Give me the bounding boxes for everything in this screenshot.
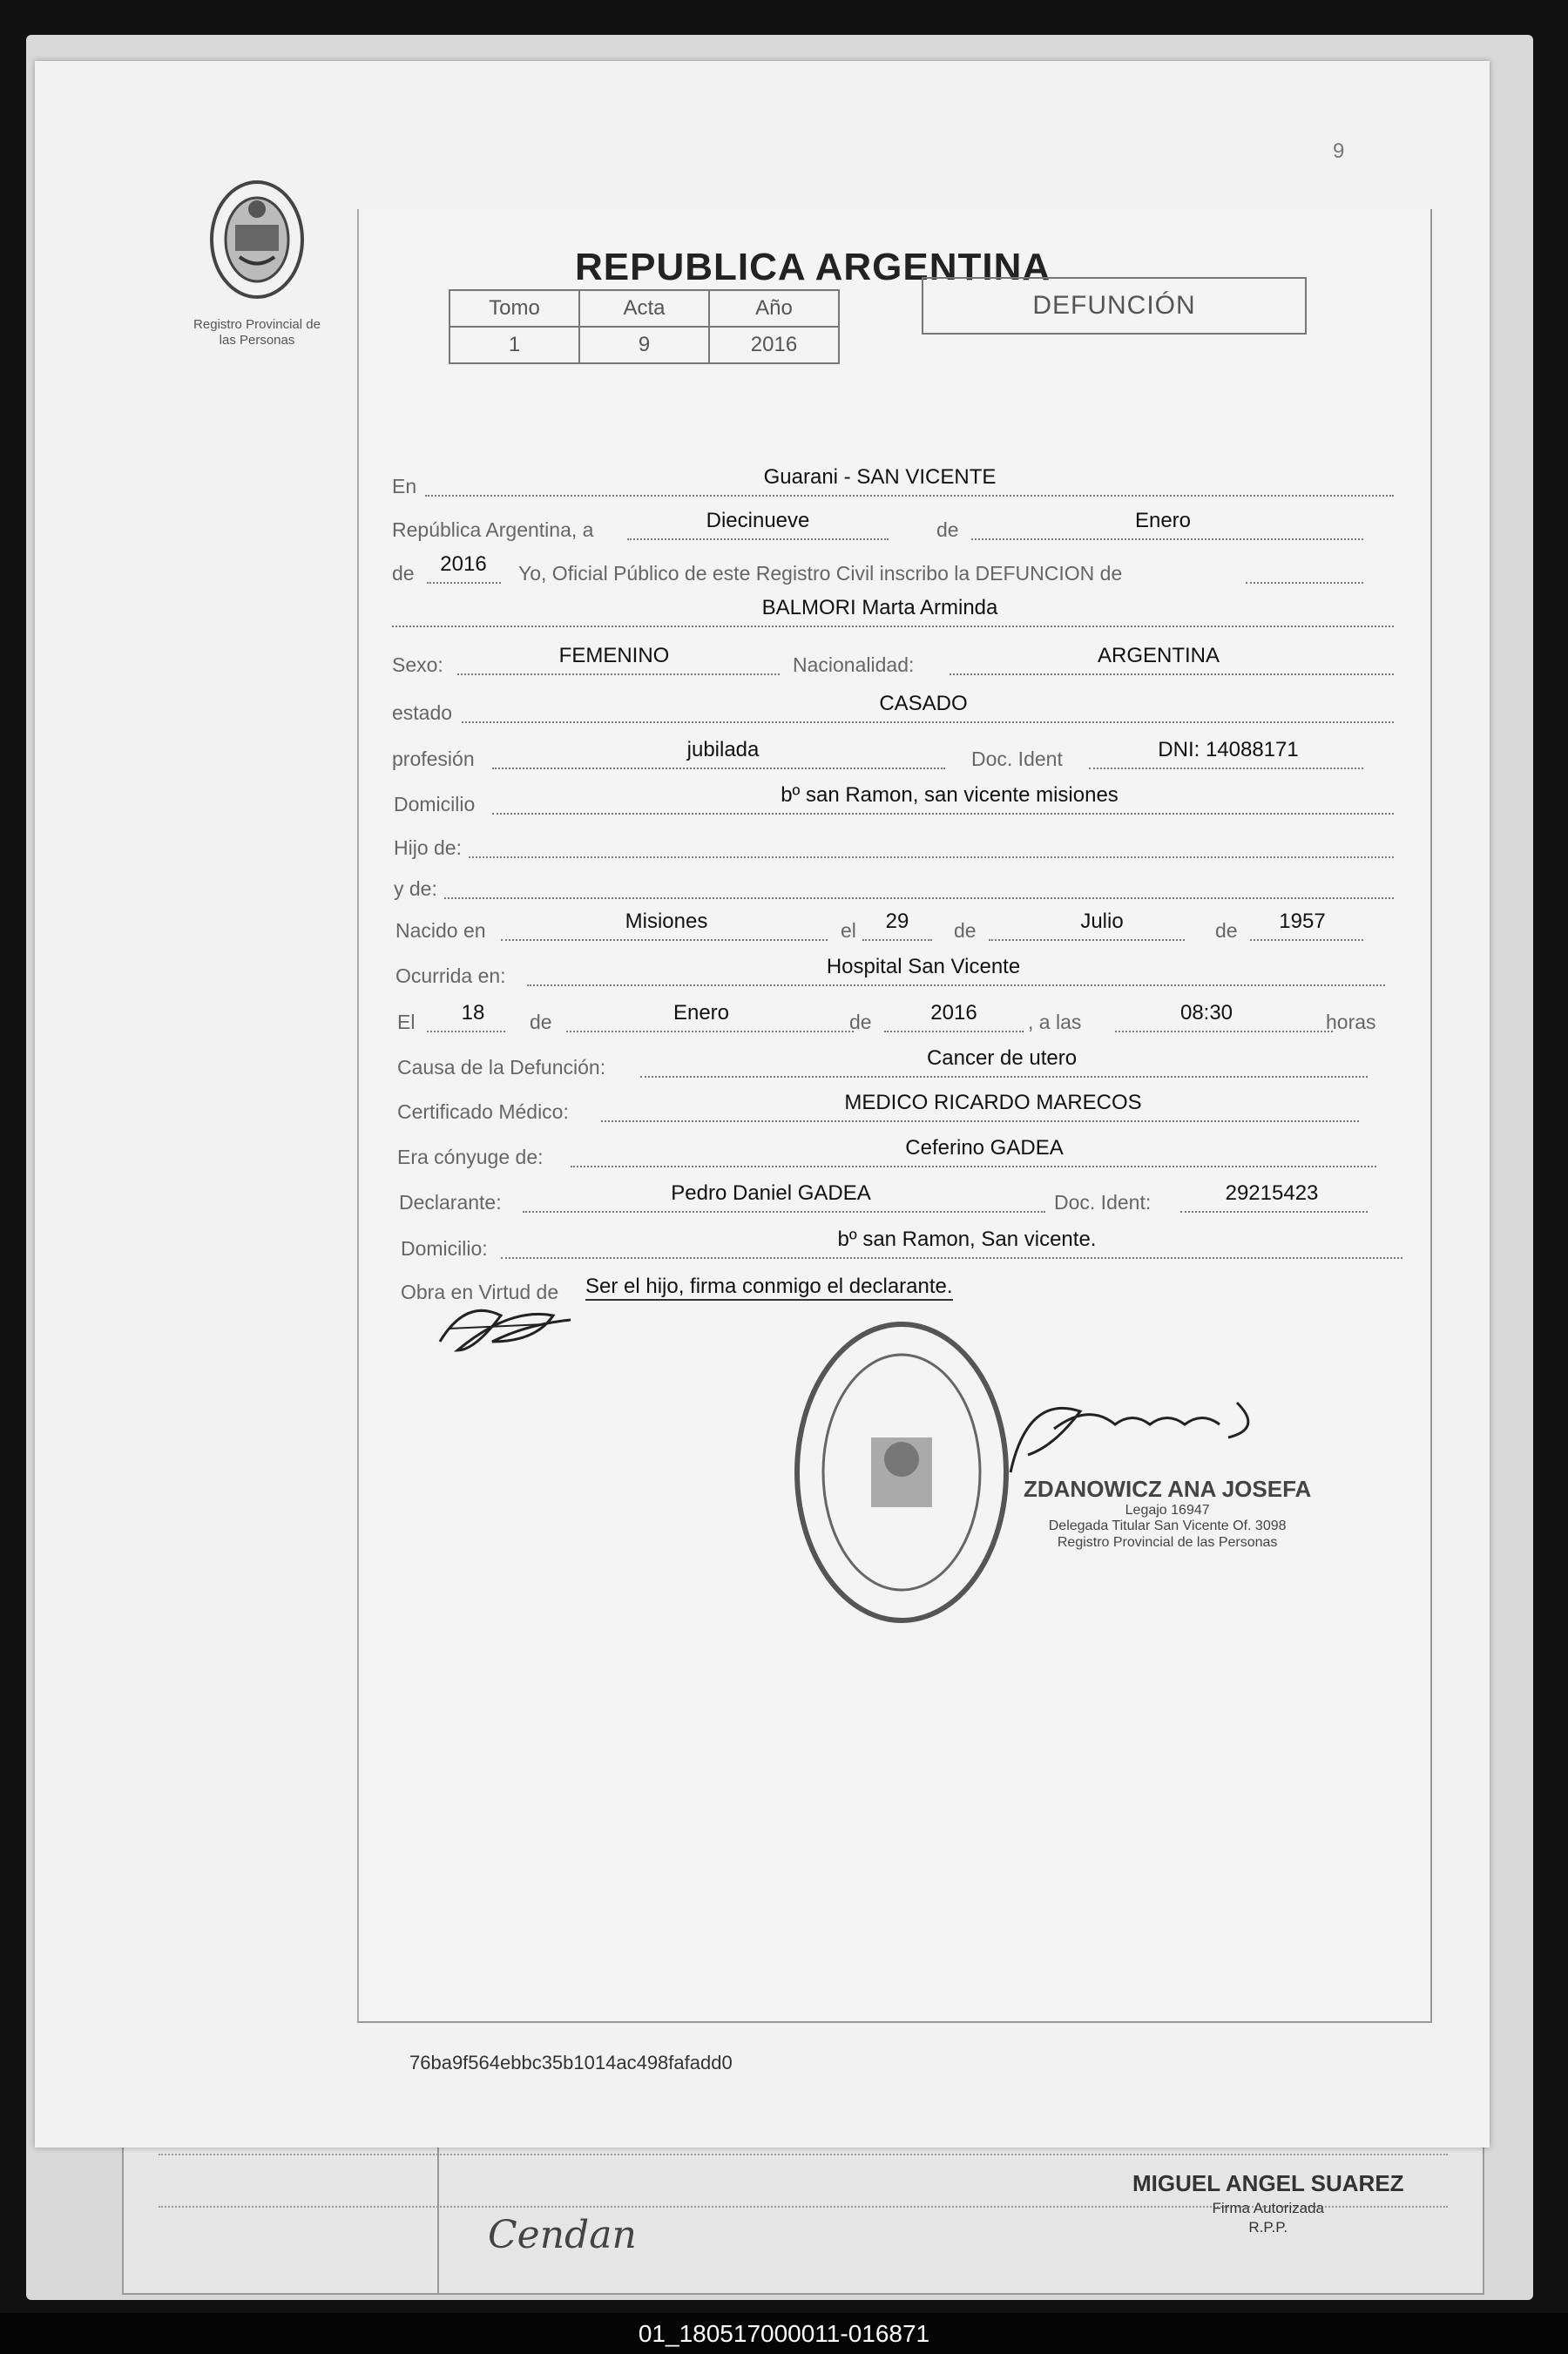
official-stamp <box>788 1307 1032 1638</box>
de-label: de <box>849 1011 872 1033</box>
row-fecha-defuncion <box>357 998 1394 1036</box>
row-anio-acta <box>357 549 1394 587</box>
ocurrida-value: Hospital San Vicente <box>826 955 1021 978</box>
official-name: ZDANOWICZ ANA JOSEFA <box>1024 1476 1312 1502</box>
conyuge-label: Era cónyuge de: <box>397 1146 544 1168</box>
certificado-value: MEDICO RICARDO MARECOS <box>844 1091 1142 1114</box>
acta-header: Acta <box>579 290 709 327</box>
document-hash: 76ba9f564ebbc35b1014ac498fafadd0 <box>409 2052 733 2073</box>
def-dia-value: 18 <box>461 1001 485 1025</box>
document-type-box: DEFUNCIÓN <box>922 277 1307 335</box>
de-label: de <box>954 919 977 942</box>
nac-dia-value: 29 <box>885 910 909 933</box>
yo-text: Yo, Oficial Público de este Registro Civil inscribo la DEFUNCION de <box>518 562 1123 585</box>
doc-ident-value: 29215423 <box>1225 1181 1319 1205</box>
causa-label: Causa de la Defunción: <box>397 1056 606 1079</box>
hora-value: 08:30 <box>1179 1001 1233 1025</box>
blank-field <box>1246 549 1363 584</box>
underlying-stamp-line: R.P.P. <box>1248 2218 1288 2236</box>
row-sexo <box>357 640 1394 679</box>
def-mes-value: Enero <box>672 1001 730 1025</box>
doc-ident-value: DNI: 14088171 <box>1158 738 1299 761</box>
a-las-label: , a las <box>1028 1011 1082 1033</box>
anio-acta-value: 2016 <box>440 552 487 576</box>
official-signature-block <box>1024 1477 1311 1551</box>
nacionalidad-label: Nacionalidad: <box>793 653 915 676</box>
def-anio-value: 2016 <box>930 1001 977 1025</box>
domicilio-label: Domicilio: <box>401 1237 488 1260</box>
estado-label: estado <box>392 701 453 724</box>
horas-label: horas <box>1326 1011 1376 1033</box>
y-de-field <box>444 864 1394 899</box>
row-nombre <box>357 592 1394 631</box>
conyuge-value: Ceferino GADEA <box>905 1136 1064 1160</box>
de-label: de <box>936 518 959 541</box>
image-id-footer: 01_180517000011-016871 <box>0 2313 1568 2354</box>
profesion-value: jubilada <box>686 738 760 761</box>
row-ocurrida <box>357 951 1394 990</box>
underlying-signature: Cendan <box>488 2213 637 2257</box>
nac-anio-value: 1957 <box>1279 910 1326 933</box>
row-y-de <box>357 864 1394 903</box>
document-title: REPUBLICA ARGENTINA <box>575 246 1051 288</box>
y-de-label: y de: <box>394 877 437 900</box>
domicilio-label: Domicilio <box>394 793 476 815</box>
declarante-label: Declarante: <box>399 1191 502 1214</box>
declarant-signature <box>431 1289 579 1368</box>
nacido-label: Nacido en <box>395 919 486 942</box>
official-signature <box>1002 1377 1281 1481</box>
row-nacimiento <box>357 906 1394 944</box>
sexo-value: FEMENINO <box>558 644 670 667</box>
nac-mes-value: Julio <box>1080 910 1124 933</box>
underlying-stamp <box>1132 2169 1404 2237</box>
declarante-value: Pedro Daniel GADEA <box>671 1181 871 1205</box>
row-conyuge <box>357 1133 1394 1171</box>
ocurrida-label: Ocurrida en: <box>395 964 506 987</box>
estado-value: CASADO <box>879 692 968 715</box>
row-declarante <box>357 1178 1394 1216</box>
de-label: de <box>530 1011 552 1033</box>
row-fecha-acta <box>357 505 1394 544</box>
causa-value: Cancer de utero <box>926 1046 1078 1070</box>
logo-caption-line: las Personas <box>219 333 295 348</box>
provincial-coat-of-arms-icon <box>200 174 314 305</box>
row-causa <box>357 1043 1394 1081</box>
doc-ident-label: Doc. Ident <box>971 747 1063 770</box>
official-legajo: Legajo 16947 <box>1125 1502 1210 1518</box>
certificado-label: Certificado Médico: <box>397 1100 569 1123</box>
underlying-line <box>159 2154 1448 2155</box>
profesion-label: profesión <box>392 747 475 770</box>
domicilio2-value: bº san Ramon, San vicente. <box>837 1228 1097 1251</box>
el-label: el <box>841 919 856 942</box>
record-info-table <box>449 289 840 364</box>
official-cargo: Delegada Titular San Vicente Of. 3098 <box>1048 1519 1287 1534</box>
obra-label: Obra en Virtud de <box>401 1281 559 1303</box>
sexo-label: Sexo: <box>392 653 443 676</box>
en-value: Guarani - SAN VICENTE <box>763 465 997 489</box>
hijo-de-field <box>469 823 1394 858</box>
anio-value: 2016 <box>709 327 839 363</box>
underlying-stamp-name: MIGUEL ANGEL SUAREZ <box>1132 2170 1404 2196</box>
underlying-stamp-line: Firma Autorizada <box>1212 2199 1325 2216</box>
underlying-divider <box>437 2127 439 2293</box>
nacionalidad-value: ARGENTINA <box>1097 644 1220 667</box>
el-label: El <box>397 1011 416 1033</box>
anio-header: Año <box>709 290 839 327</box>
mes-value: Enero <box>1134 509 1192 532</box>
hijo-de-label: Hijo de: <box>394 836 462 859</box>
domicilio-value: bº san Ramon, san vicente misiones <box>781 783 1119 807</box>
row-en <box>357 462 1394 500</box>
row-hijo-de <box>357 823 1394 862</box>
tomo-value: 1 <box>449 327 579 363</box>
obra-value: Ser el hijo, firma conmigo el declarante. <box>585 1275 953 1301</box>
nacido-value: Misiones <box>625 910 708 933</box>
de-label: de <box>392 562 415 585</box>
republica-label: República Argentina, a <box>392 518 594 541</box>
dia-value: Diecinueve <box>706 509 810 532</box>
logo-caption-line: Registro Provincial de <box>193 317 321 332</box>
official-org: Registro Provincial de las Personas <box>1057 1534 1278 1550</box>
acta-value: 9 <box>579 327 709 363</box>
de-label: de <box>1215 919 1238 942</box>
nombre-value: BALMORI Marta Arminda <box>761 596 998 619</box>
page-number: 9 <box>1333 139 1345 163</box>
row-domicilio <box>357 780 1394 818</box>
row-profesion <box>357 734 1394 773</box>
row-estado <box>357 688 1394 727</box>
doc-ident-label: Doc. Ident: <box>1054 1191 1152 1214</box>
registry-logo <box>179 174 335 348</box>
tomo-header: Tomo <box>449 290 579 327</box>
row-certificado <box>357 1087 1394 1126</box>
en-label: En <box>392 475 417 497</box>
row-domicilio-declarante <box>357 1224 1394 1262</box>
